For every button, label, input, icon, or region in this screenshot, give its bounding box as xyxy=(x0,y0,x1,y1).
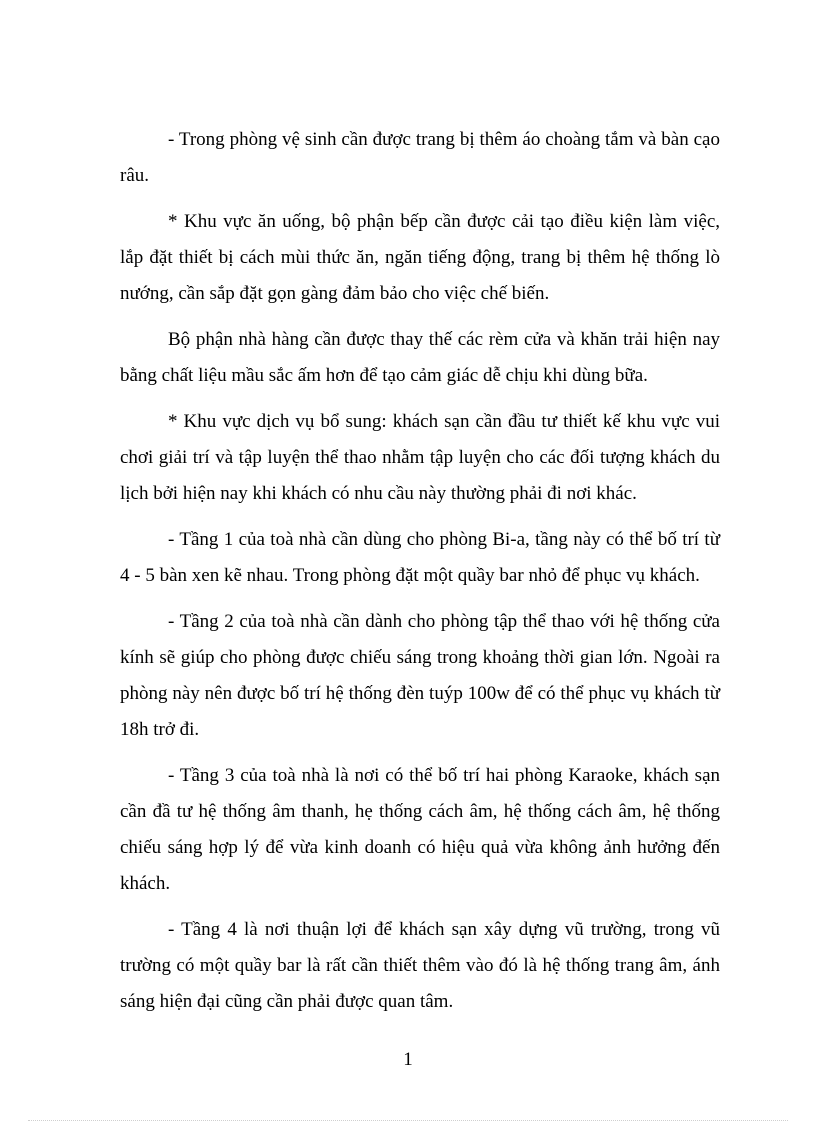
paragraph-floor-2: - Tầng 2 của toà nhà cần dành cho phòng tập thể thao với hệ thống cửa kính sẽ giúp cho phòng được chiếu sáng trong khoảng thời gian lớn. Ngoài ra phòng này nên được bố trí hệ thống đèn tuýp 100w để có thể phục vụ khách từ 18h trở đi. xyxy=(120,611,720,740)
paragraph-restaurant: Bộ phận nhà hàng cần được thay thế các rèm cửa và khăn trải hiện nay bằng chất liệu mầu sắc ấm hơn để tạo cảm giác dễ chịu khi dùng bữa. xyxy=(120,329,720,386)
page-bottom-divider xyxy=(28,1120,788,1121)
paragraph-bathroom: - Trong phòng vệ sinh cần được trang bị thêm áo choàng tắm và bàn cạo râu. xyxy=(120,129,720,186)
paragraph-floor-3: - Tầng 3 của toà nhà là nơi có thể bố trí hai phòng Karaoke, khách sạn cần đầ tư hệ thống âm thanh, hẹ thống cách âm, hệ thống cách âm, hệ thống chiếu sáng hợp lý để vừa kinh doanh có hiệu quả vừa không ảnh hưởng đến khách. xyxy=(120,765,720,894)
paragraph-dining-area: * Khu vực ăn uống, bộ phận bếp cần được cải tạo điều kiện làm việc, lắp đặt thiết bị cách mùi thức ăn, ngăn tiếng động, trang bị thêm hệ thống lò nướng, cần sắp đặt gọn gàng đảm bảo cho việc chế biến. xyxy=(120,211,720,304)
page-number: 1 xyxy=(403,1049,413,1070)
paragraph-additional-services: * Khu vực dịch vụ bổ sung: khách sạn cần đầu tư thiết kế khu vực vui chơi giải trí và tập luyện thể thao nhằm tập luyện cho các đối tượng khách du lịch bởi hiện nay khi khách có nhu cầu này thường phải đi nơi khác. xyxy=(120,411,720,504)
page-body xyxy=(120,122,720,1030)
paragraph-floor-1: - Tầng 1 của toà nhà cần dùng cho phòng Bi-a, tầng này có thể bố trí từ 4 - 5 bàn xen kẽ nhau. Trong phòng đặt một quầy bar nhỏ để phục vụ khách. xyxy=(120,529,720,586)
paragraph-floor-4: - Tầng 4 là nơi thuận lợi để khách sạn xây dựng vũ trường, trong vũ trường có một quầy bar là rất cần thiết thêm vào đó là hệ thống trang âm, ánh sáng hiện đại cũng cần phải được quan tâm. xyxy=(120,919,720,1012)
